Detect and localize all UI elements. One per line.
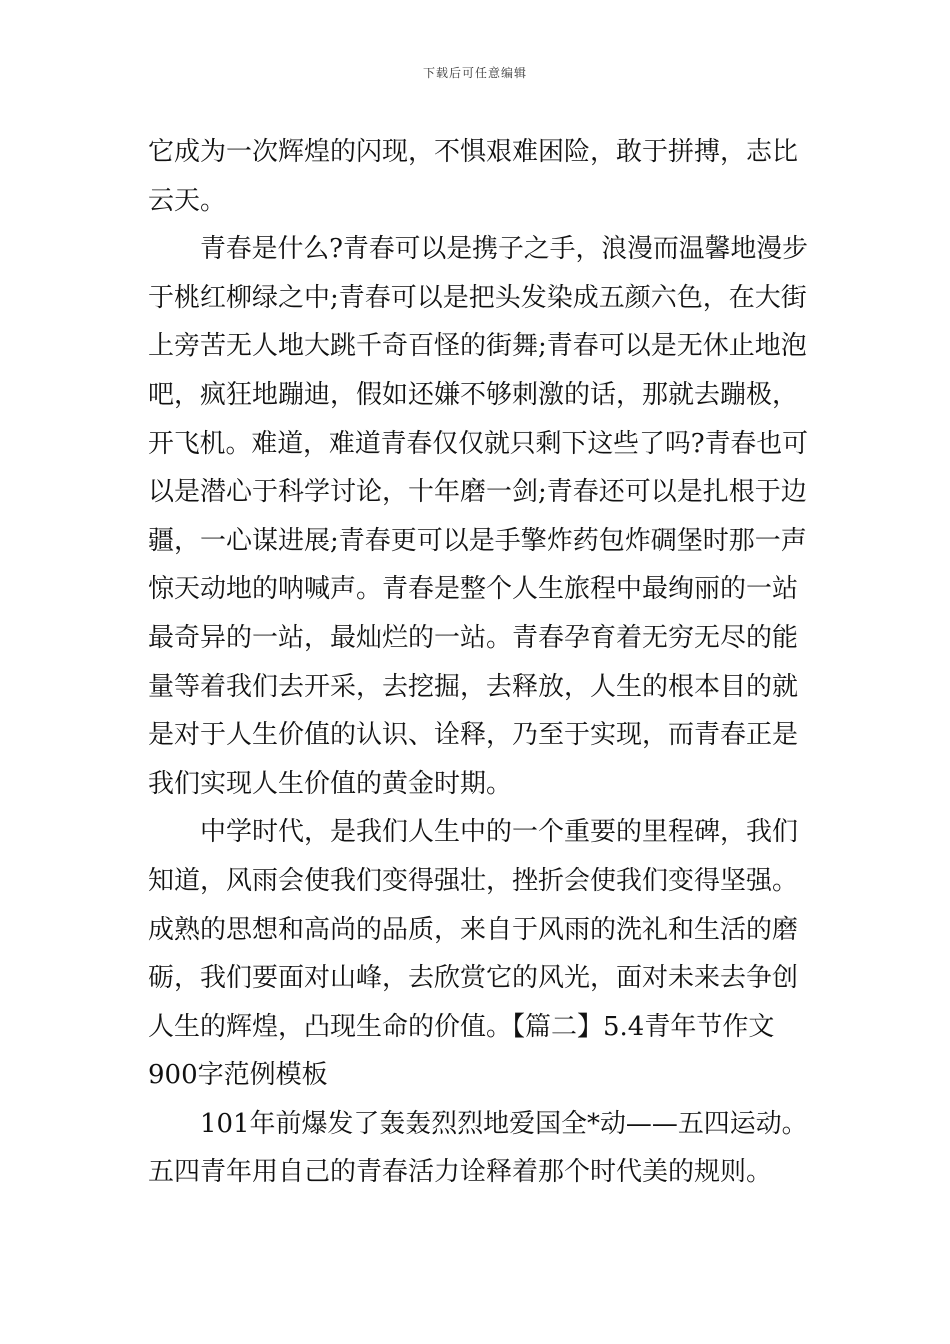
text-line: 知道，风雨会使我们变得强壮，挫折会使我们变得坚强。: [148, 865, 799, 896]
text-line: 开飞机。难道，难道青春仅仅就只剩下这些了吗?青春也可: [148, 428, 808, 459]
page-header: 下载后可任意编辑: [422, 66, 527, 80]
text-line: 是对于人生价值的认识、诠释，乃至于实现，而青春正是: [148, 720, 799, 751]
text-line: 我们实现人生价值的黄金时期。: [148, 768, 513, 799]
text-line: 惊天动地的呐喊声。青春是整个人生旅程中最绚丽的一站: [148, 574, 799, 605]
text-line: 砺，我们要面对山峰，去欣赏它的风光，面对未来去争创: [148, 963, 799, 994]
paragraph-start-line: 101年前爆发了轰轰烈烈地爱国全*动——五四运动。: [200, 1108, 808, 1139]
text-line: 疆，一心谋进展;青春更可以是手擎炸药包炸碉堡时那一声: [148, 525, 807, 556]
paragraph-start-line: 青春是什么?青春可以是携子之手，浪漫而温馨地漫步: [200, 234, 808, 265]
document-body: [148, 128, 808, 1197]
text-line: 最奇异的一站，最灿烂的一站。青春孕育着无穷无尽的能: [148, 622, 799, 653]
text-line: 云天。: [148, 185, 227, 216]
text-line: 以是潜心于科学讨论，十年磨一剑;青春还可以是扎根于边: [148, 477, 807, 508]
text-line: 量等着我们去开采，去挖掘，去释放，人生的根本目的就: [148, 671, 799, 702]
text-line: 900字范例模板: [148, 1060, 328, 1091]
text-line: 吧，疯狂地蹦迪，假如还嫌不够刺激的话，那就去蹦极，: [148, 379, 799, 410]
text-line: 五四青年用自己的青春活力诠释着那个时代美的规则。: [148, 1157, 773, 1188]
text-line: 于桃红柳绿之中;青春可以是把头发染成五颜六色，在大街: [148, 282, 807, 313]
text-line: 上旁苦无人地大跳千奇百怪的街舞;青春可以是无休止地泡: [148, 331, 807, 362]
paragraph-start-line: 中学时代，是我们人生中的一个重要的里程碑，我们: [200, 817, 799, 848]
text-line: 它成为一次辉煌的闪现，不惧艰难困险，敢于拼搏，志比: [148, 137, 799, 167]
text-line: 成熟的思想和高尚的品质，来自于风雨的洗礼和生活的磨: [148, 914, 799, 945]
text-line: 人生的辉煌，凸现生命的价值。【篇二】5.4青年节作文: [148, 1011, 775, 1042]
